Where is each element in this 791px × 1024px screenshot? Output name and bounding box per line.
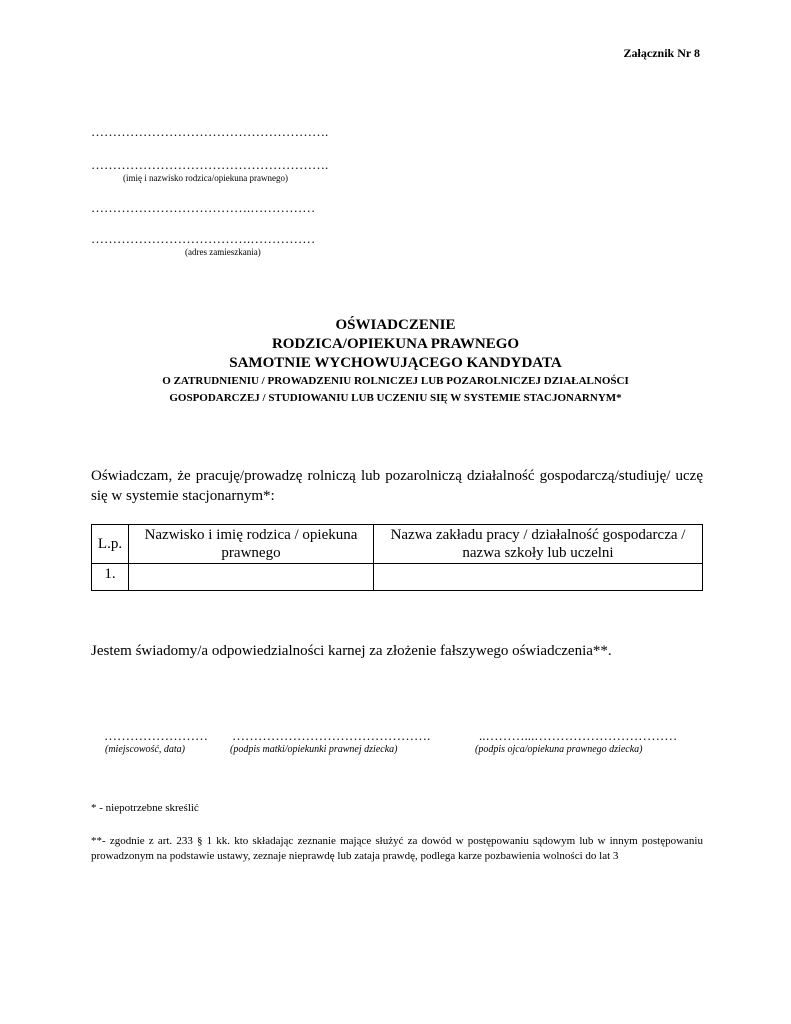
column-header-workplace: Nazwa zakładu pracy / działalność gospodarcza / nazwa szkoły lub uczelni <box>374 525 703 564</box>
address-field-line-1[interactable]: ……………………………….…………… <box>91 200 316 215</box>
statement-text: Oświadczam, że pracuję/prowadzę rolniczą lub pozarolniczą działalność gospodarczą/studiuję/ uczę się w systemie stacjonarnym*: <box>91 468 703 504</box>
footnote-1: * - niepotrzebne skreślić <box>91 802 199 814</box>
name-caption: (imię i nazwisko rodzica/opiekuna prawnego) <box>123 173 288 183</box>
table-cell-lp: 1. <box>92 564 129 591</box>
awareness-statement: Jestem świadomy/a odpowiedzialności karnej za złożenie fałszywego oświadczenia**. <box>91 643 612 659</box>
declaration-table <box>91 524 703 591</box>
place-date-field[interactable]: …………………… <box>104 728 208 743</box>
address-field-line-2[interactable]: ……………………………….…………… <box>91 231 316 246</box>
title-line-3: SAMOTNIE WYCHOWUJĄCEGO KANDYDATA <box>229 355 562 371</box>
name-field-line-2[interactable]: ………………………………………………. <box>91 157 329 172</box>
name-field-line-1[interactable]: ………………………………………………. <box>91 124 329 139</box>
title-line-1: OŚWIADCZENIE <box>335 317 456 333</box>
title-line-2: RODZICA/OPIEKUNA PRAWNEGO <box>271 336 520 352</box>
table-cell-name[interactable] <box>129 564 374 591</box>
place-date-caption: (miejscowość, data) <box>105 744 185 755</box>
column-header-lp: L.p. <box>92 525 129 564</box>
annex-label: Załącznik Nr 8 <box>623 46 700 60</box>
father-signature-field[interactable]: ..………...…………………………… <box>479 728 678 743</box>
mother-signature-field[interactable]: ………………………………………. <box>232 728 431 743</box>
table-row <box>92 564 703 591</box>
column-header-name: Nazwisko i imię rodzica / opiekuna prawnego <box>129 525 374 564</box>
footnote-2: **- zgodnie z art. 233 § 1 kk. kto składając zeznanie mające służyć za dowód w postępowaniu sądowym lub w innym postępowaniu prowadzonym na podstawie ustawy, zeznaje nieprawdę lub zataja prawdę, podlega karze pozbawienia wolności do lat 3 <box>91 835 703 862</box>
mother-signature-caption: (podpis matki/opiekunki prawnej dziecka) <box>230 744 398 755</box>
address-caption: (adres zamieszkania) <box>185 247 261 257</box>
table-cell-workplace[interactable] <box>374 564 703 591</box>
table-header-row <box>92 525 703 564</box>
title-line-4: O ZATRUDNIENIU / PROWADZENIU ROLNICZEJ LUB POZAROLNICZEJ DZIAŁALNOŚCI <box>162 375 629 387</box>
father-signature-caption: (podpis ojca/opiekuna prawnego dziecka) <box>475 744 643 755</box>
title-line-5: GOSPODARCZEJ / STUDIOWANIU LUB UCZENIU SIĘ W SYSTEMIE STACJONARNYM* <box>169 392 622 404</box>
document-title <box>0 316 791 407</box>
